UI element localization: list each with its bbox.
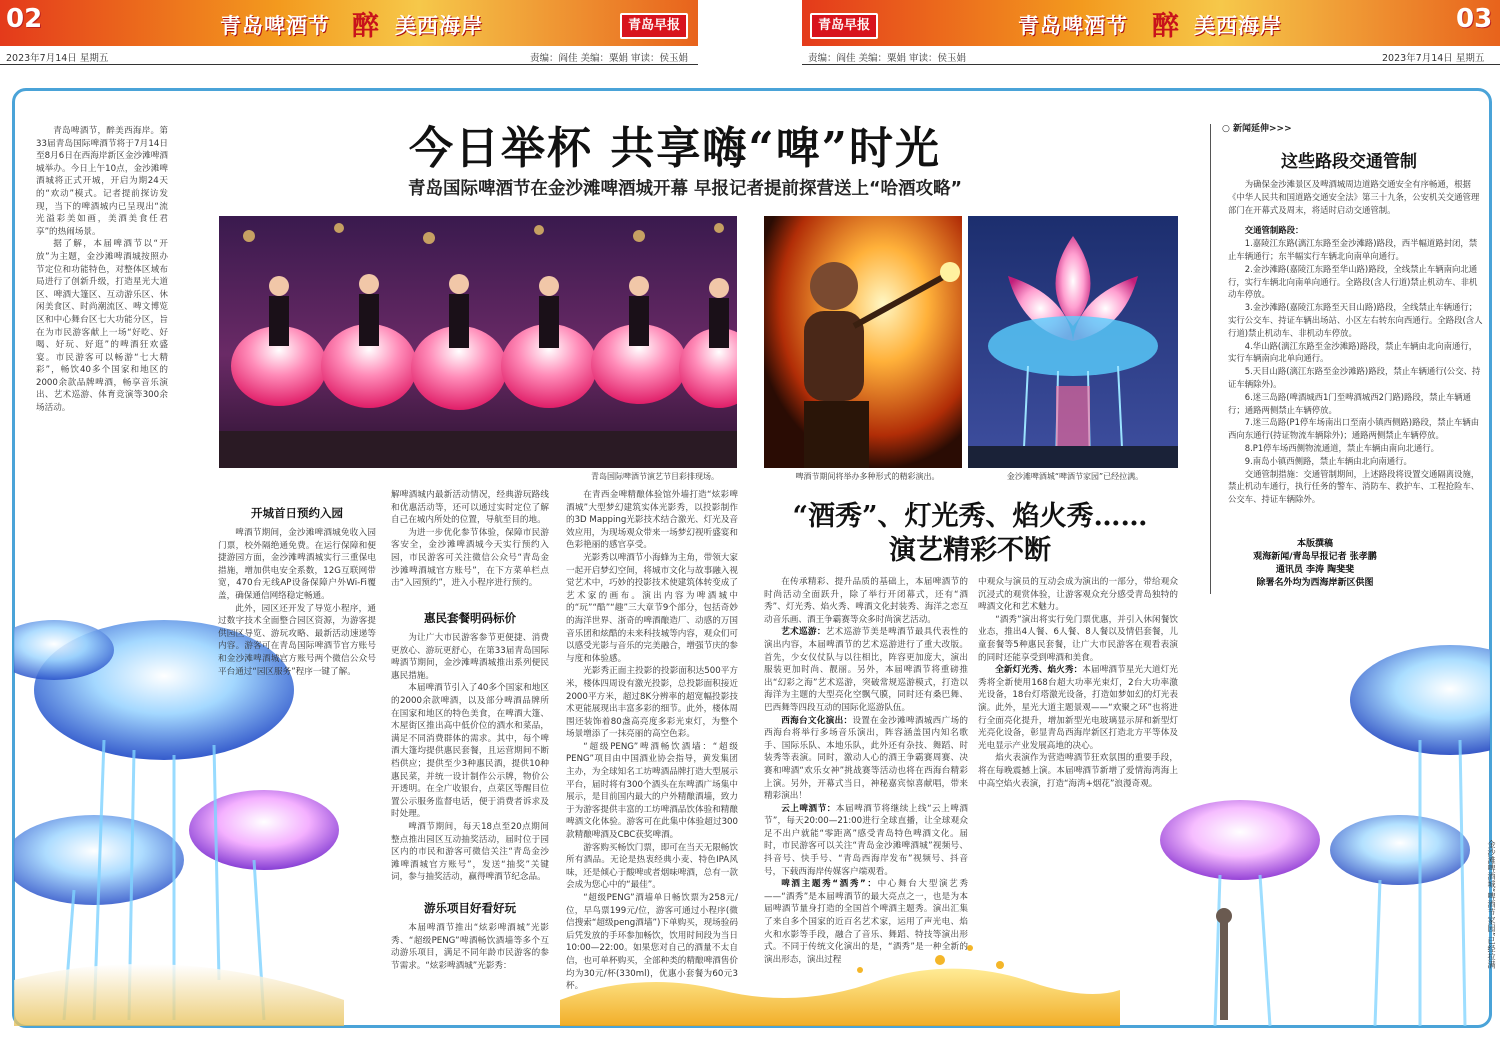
banner-zui-right: 醉	[1152, 11, 1179, 42]
section4-c2-text-2: “酒秀”演出将实行免门票优惠，并引入休闲餐饮业态，推出4人餐、6人餐、8人餐以及情侣套餐，儿童套餐等5种惠民套餐，让广大市民游客在观看表演的同时还能享受到啤酒和美食。	[978, 614, 1178, 663]
section4-column-1	[764, 576, 968, 988]
section2-intro	[391, 489, 549, 599]
dancers-photo	[219, 216, 737, 468]
sidebar-rule	[1210, 124, 1211, 594]
fire-performer-photo	[764, 216, 962, 468]
lotus-lantern-photo	[968, 216, 1178, 468]
sidebar-credit-title: 本版撰稿	[1296, 539, 1333, 549]
header-credits-left: 责编：阎佳 美编：粟娟 审读：侯玉娟	[530, 53, 689, 64]
section4-c2-paragraph-1	[978, 576, 1178, 614]
banner-title-right: 青岛啤酒节	[1018, 14, 1128, 38]
sidebar-item: 6.迷三岛路(啤酒城西1门至啤酒城西2门路)路段，禁止车辆通行；通路两侧禁止车辆停放。	[1228, 391, 1471, 415]
section4-heading-line1: “酒秀”、灯光秀、焰火秀……	[792, 501, 1148, 532]
sidebar-item: 交通管制措施：交通管制期间，上述路段将设置交通隔离设施，禁止机动车通行，执行任务的警车、消防车、救护车、工程抢险车、公交车、持证车辆除外。	[1228, 468, 1480, 505]
banner-subtitle-left: 美西海岸	[395, 14, 483, 38]
section3-paragraph-3: 光影秀正面主投影的投影面积达500平方米，楼体四周设有激光投影，总投影面积接近2000平方米，超过8K分辨率的超宽幅投影技术更能展现出丰富多彩的细节。此外，楼体周围还装饰着80盏高亮度多彩光束灯，为整个场景增添了一抹亮丽的高空色彩。	[566, 666, 738, 740]
edge-caption: 金沙滩啤酒城“啤酒节家园”已经拉满	[1487, 840, 1496, 969]
section3-paragraph-2: 光影秀以啤酒节小海蜂为主角，带领大家一起开启梦幻空间，将城市文化与故事融入视觉艺术中，巧妙的投影技术使建筑体转变成了艺术家的画布。演出内容为啤酒城中的“玩”“酷”“趣”三大章节9个部分，包括奇妙的海洋世界、浙奇的啤酒酿造厂、动感的万国音乐团和炫酷的未来科技城等内容，观众们可以感受光影与音乐的完美融合，增强节庆的参与度和体验感。	[566, 552, 738, 664]
section2-paragraph-2: 为进一步优化参节体验，保障市民游客安全，金沙滩啤酒城今天实行预约入园，市民游客可关注微信公众号“青岛金沙滩啤酒城官方账号”，在下方菜单栏点击“入园预约”，进入小程序进行预约。	[391, 527, 549, 589]
banner-zui-left: 醉	[352, 11, 379, 42]
section1-paragraph-2: 此外，园区还开发了导览小程序，通过数字技术全面整合园区资源，为游客提供园区导览、游玩攻略、最新活动速递等内容。游客可在青岛国际啤酒节官方账号和金沙滩啤酒城官方账号两个微信公众号平台通过“园区服务”程序一键了解。	[218, 603, 376, 677]
sidebar-tag-text: 新闻延伸>>>	[1233, 124, 1292, 134]
sidebar-item: 7.迷三岛路(P1停车场南出口至南小镇西侧路)路段，禁止车辆由西向东通行(持证物流车辆除外)；通路两侧禁止车辆停放。	[1228, 417, 1480, 441]
section4-c2-lead-3: 全新灯光秀、焰火秀：	[995, 665, 1083, 676]
sidebar-intro: 为确保金沙滩景区及啤酒城周边道路交通安全有序畅通，根据《中华人民共和国道路交通安全法》第三十九条，公安机关交通管理部门在开幕式及周末，将适时启动交通管制。	[1228, 179, 1480, 215]
section3-paragraph-1: 在青西金啤精酿体验馆外墙打造“炫彩啤酒城”大型梦幻建筑实体光影秀，以投影制作的3D Mapping光影技术结合激光、灯光及音效应用，为现场观众带来一场梦幻视听盛宴和色彩艳丽的感官享受。	[566, 490, 738, 551]
section4-c1-lead-4: 云上啤酒节：	[781, 803, 836, 814]
section2-end	[391, 922, 549, 1012]
section4-c1-text-2: 艺术巡游节美是啤酒节最具代表性的演出内容，本届啤酒节的艺术巡游进行了重大改版。首先，少女仪仗队与以往相比，阵容更加庞大，演出服装更加时尚、靓丽。另外，本届啤酒节将重磅推出“幻彩之海”艺术巡游，突破常规巡游模式，打造以海洋为主题的大型亮化空飘气膜，同时还有桑巴舞、巴西舞等四段互动的国际化巡游队伍。	[764, 627, 968, 713]
section4-c2-text-1: 中观众与演员的互动会成为演出的一部分，带给观众沉浸式的观赏体验，让游客观众充分感受青岛独特的啤酒文化和艺术魅力。	[978, 577, 1178, 613]
sidebar-list-title: 交通管制路段：	[1244, 225, 1304, 236]
section4-c1-lead-2: 艺术巡游：	[781, 627, 826, 638]
header-banner-right	[802, 0, 1500, 46]
lotus-lantern-photo-caption: 金沙滩啤酒城“啤酒节家园”已经拉满。	[1006, 472, 1144, 481]
section2-paragraph-3: 为让广大市民游客参节更便捷、消费更放心、游玩更舒心，在第33届青岛国际啤酒节期间，金沙滩啤酒城推出系列便民惠民措施。	[391, 633, 549, 681]
section3-paragraph-6: “超级PENG”酒墙单日畅饮票为258元/位，早鸟票199元/位，游客可通过小程序(微信搜索“超级peng酒墙”)下单购买，现场验码后凭发放的手环参加畅饮，饮用时间段为当日10:00—22:00。如果您对自己的酒量不太自信，也可单杯购买，全部种类的精酿啤酒售价均为30元/杯(330ml)，优惠小套餐为60元3杯。	[566, 893, 738, 992]
section4-c1-text-3: 设置在金沙滩啤酒城西广场的西海台将举行多场音乐演出，阵容涵盖国内知名歌手、国际乐队、本地乐队，此外还有杂技、舞蹈、时装秀等表演。同时，激动人心的酒王争霸赛周赛、决赛和啤酒“欢乐女神”挑战赛等活动也将在西海台精彩上演。另外，开幕式当日，神秘嘉宾惊喜献唱，带来精彩演出！	[764, 715, 968, 802]
main-deck: 青岛国际啤酒节在金沙滩啤酒城开幕 早报记者提前探营送上“哈酒攻略”	[407, 179, 963, 199]
section4-c2-paragraph-2	[978, 614, 1178, 664]
section3-paragraph-5: 游客购买畅饮门票，即可在当天无限畅饮所有酒品。无论是热衷经典小麦、特色IPA风味，还是倾心于酸啤或者烟味啤酒，总有一款会成为您心中的“最佳”。	[566, 842, 738, 891]
section1-heading: 开城首日预约入园	[251, 506, 343, 520]
section4-heading-line2: 演艺精彩不断	[889, 535, 1051, 566]
main-headline: 今日举杯 共享嗨“啤”时光	[409, 123, 941, 174]
section4-c1-lead-3: 西海台文化演出：	[781, 715, 853, 726]
sidebar-item: 5.天目山路(漓江东路至金沙滩路)路段，禁止车辆通行(公交、持证车辆除外)。	[1228, 366, 1481, 389]
sidebar-item: 4.华山路(漓江东路至金沙滩路)路段，禁止车辆由北向南通行，实行车辆南向北单向通行。	[1228, 340, 1478, 364]
lead-paragraph-1: 青岛啤酒节，醉美西海岸。第33届青岛国际啤酒节将于7月14日至8月6日在西海岸新区金沙滩啤酒城举办。今日上午10点，金沙滩啤酒城将正式开城，开启为期24天的“欢动”模式。记者提前探访发现，当下的啤酒城内已呈现出“流光溢彩美如画，美酒美食任君享”的热闹场景。	[36, 126, 168, 237]
lead-column	[36, 125, 168, 505]
section4-c2-text-4: 焰火表演作为营造啤酒节狂欢氛围的重要手段，将在每晚震撼上演。本届啤酒节新增了爱情海湾海上中高空焰火表演，打造“海湾+烟花”浪漫奇观。	[978, 753, 1178, 789]
section4-c1-lead-5: 啤酒主题秀“酒秀”：	[781, 879, 878, 890]
banner-title-left: 青岛啤酒节	[220, 14, 330, 38]
sidebar-tag	[1222, 121, 1292, 134]
page-number-left: 02	[6, 4, 43, 34]
sidebar-credits	[1240, 538, 1390, 590]
section4-c1-paragraph-5	[764, 878, 968, 966]
sidebar-credit-line: 除署名外均为西海岸新区供图	[1256, 578, 1374, 588]
dancers-photo-caption: 青岛国际啤酒节演艺节目彩排现场。	[591, 472, 719, 481]
bullet-icon: ○	[1222, 124, 1233, 134]
newspaper-logo-right: 青岛早报	[810, 13, 878, 39]
fire-performer-photo-caption: 啤酒节期间将举办多种形式的精彩演出。	[795, 472, 940, 481]
newspaper-logo-left: 青岛早报	[620, 13, 688, 39]
section4-c1-text-1: 在传承精彩、提升品质的基础上，本届啤酒节的时尚活动全面跃升，除了举行开闭幕式，还有“酒秀”、灯光秀、焰火秀、啤酒文化封装秀、海洋之恋互动音乐画、酒王争霸赛等众多时尚演艺活动。	[764, 577, 968, 625]
section2-intro-paragraph: 解啤酒城内最新活动情况，经典游玩路线和优惠活动等，还可以通过实时定位了解自己在城内所处的位置，导航至目的地。	[391, 490, 549, 526]
section4-c1-paragraph-4	[764, 803, 968, 879]
section2-body	[391, 632, 549, 894]
sidebar-credit-line: 通讯员 李涛 陶斐斐	[1275, 565, 1355, 575]
header-banner-left	[0, 0, 698, 46]
sidebar-credit-line: 观海新闻/青岛早报记者 张孝鹏	[1253, 552, 1377, 562]
sidebar-item: 9.南岛小镇西侧路，禁止车辆由北向南通行。	[1244, 455, 1412, 466]
section4-c2-paragraph-3	[978, 664, 1178, 752]
header-rule-left	[0, 64, 698, 65]
header-date-left: 2023年7月14日 星期五	[6, 53, 109, 64]
section4-c2-paragraph-4	[978, 752, 1178, 790]
page-number-right: 03	[1456, 4, 1493, 34]
section1-paragraph-1: 啤酒节期间，金沙滩啤酒城免收入园门票，校外隔绝通免费。在运行保障和便捷游园方面，金沙滩啤酒城实行三重保电措施，增加供电安全系数，12G互联网带宽，470台无线AP设备保障户外Wi-Fi覆盖，确保通信网络稳定畅通。	[218, 528, 376, 601]
section1-body	[218, 527, 376, 827]
section2-heading: 惠民套餐明码标价	[424, 611, 516, 625]
sidebar-item: 3.金沙滩路(嘉陵江东路至天目山路)路段，全线禁止车辆通行；实行公交车、持证车辆出场站、小区左右转东向西通行。全路段(含人行道)禁止机动车、非机动车停放。	[1228, 302, 1483, 338]
section3-paragraph-4: “超级PENG”啤酒畅饮酒墙：“超级PENG”项目由中国酒业协会指导，黄发集团主办，为全球知名工坊啤酒品牌打造大型展示平台，届时将有300个酒头在东啤酒广场集中展示，是目前国内最大的户外精酿酒墙，致力于为游客提供丰富的工坊啤酒品饮体验和精酿啤酒文化体验。游客可在此集中体验超过300款精酿啤酒及CBC获奖啤酒。	[566, 741, 738, 841]
section4-c1-paragraph-3	[764, 715, 968, 803]
sidebar-item: 2.金沙滩路(嘉陵江东路至华山路)路段，全线禁止车辆南向北通行，实行车辆北向南单向通行。全路段(含人行道)禁止机动车、非机动车停放。	[1228, 263, 1478, 300]
section3-body	[566, 489, 738, 1009]
sidebar-body	[1228, 178, 1484, 594]
sidebar-title: 这些路段交通管制	[1281, 152, 1417, 172]
banner-subtitle-right: 美西海岸	[1194, 14, 1282, 38]
section2-paragraph-end: 本届啤酒节推出“炫彩啤酒城”光影秀、“超级PENG”啤酒畅饮酒墙等多个互动游乐项目，满足不同年龄市民游客的参节需求。“炫彩啤酒城”光影秀：	[391, 923, 549, 971]
header-credits-right: 责编：阎佳 美编：粟娟 审读：侯玉娟	[808, 53, 967, 64]
sidebar-item: 1.嘉陵江东路(漓江东路至金沙滩路)路段，西半幅道路封闭，禁止车辆通行；东半幅实行车辆北向南单向通行。	[1228, 238, 1478, 261]
section4-column-2	[978, 576, 1178, 826]
section2-paragraph-5: 啤酒节期间，每天18点至20点期间整点推出园区互动抽奖活动，届时位于园区内的市民和游客可微信关注“青岛金沙滩啤酒城官方账号”，发送“抽奖”关键词，参与抽奖活动，赢得啤酒节纪念品。	[391, 821, 549, 883]
header-date-right: 2023年7月14日 星期五	[1382, 53, 1485, 64]
section4-c2-text-3: 本届啤酒节星光大道灯光秀将全新使用168台超大功率光束灯，2台大功率激光设备，18台灯塔激光设备，打造如梦如幻的灯光表演。此外，星光大道主题景观——“欢聚之环”也将进行全面亮化提升，增加新型光电玻璃显示屏和新型灯光亮化设备，彰显青岛西海岸新区打造北方平等体及光电显示产业发展高地的决心。	[978, 665, 1178, 751]
section4-c1-paragraph-1	[764, 576, 968, 626]
lead-paragraph-2: 据了解，本届啤酒节以“开放”为主题，金沙滩啤酒城按照办节定位和功能特色，对整体区域布局进行了创新升级，打造星光大道区、啤酒大篷区、互动游乐区、休闲美食区、时尚潮流区、啤文博览区和中心舞台区七大功能分区，旨在为市民游客献上一场“好吃、好喝、好玩、好逛”的啤酒狂欢盛宴。市民游客可以畅游“七大精彩”，畅饮40多个国家和地区的2000余款品牌啤酒，畅享音乐演出、艺术巡游、体育竞演等300余场活动。	[36, 239, 168, 414]
section2-paragraph-4: 本届啤酒节引入了40多个国家和地区的2000余款啤酒，以及部分啤酒品牌所在国家和地区的特色美食，在啤酒大篷、木屋街区推出高中低价位的酒水和菜品，满足不同消费群体的需求。其中，每个啤酒大篷均提供惠民套餐，且运营期间不断档供应；提供至少3种惠民酒，提供10种惠民菜，并统一设计制作公示牌，物价公开透明。在全广收银台，点菜区等醒目位置公示服务监督电话，便于消费者诉求及时处理。	[391, 683, 549, 820]
section4-c1-text-4: 本届啤酒节将继续上线“云上啤酒节”，每天20:00—21:00进行全球直播，让全球观众足不出户就能“零距离”感受青岛特色啤酒文化。届时，市民游客可以关注“青岛金沙滩啤酒城”视频号、抖音号、快手号、“青岛西海岸发布”视频号、抖音号，下载西海岸传媒客户端观看。	[764, 803, 968, 877]
section4-c1-text-5: 中心舞台大型演艺秀——“酒秀”是本届啤酒节的最大亮点之一，也是为本届啤酒节量身打造的全国首个啤酒主题秀。演出汇集了来自多个国家的近百名艺术家，运用了声光电、焰火和水影等手段，融合了音乐、舞蹈、特技等演出形式。不同于传统文化演出的是，“酒秀”是一种全新的演出形态，演出过程	[764, 879, 968, 965]
sidebar-item: 8.P1停车场西侧物流通道，禁止车辆由南向北通行。	[1244, 442, 1440, 453]
section2-heading-2: 游乐项目好看好玩	[424, 901, 516, 915]
header-rule-right	[802, 64, 1500, 65]
section4-c1-paragraph-2	[764, 626, 968, 714]
